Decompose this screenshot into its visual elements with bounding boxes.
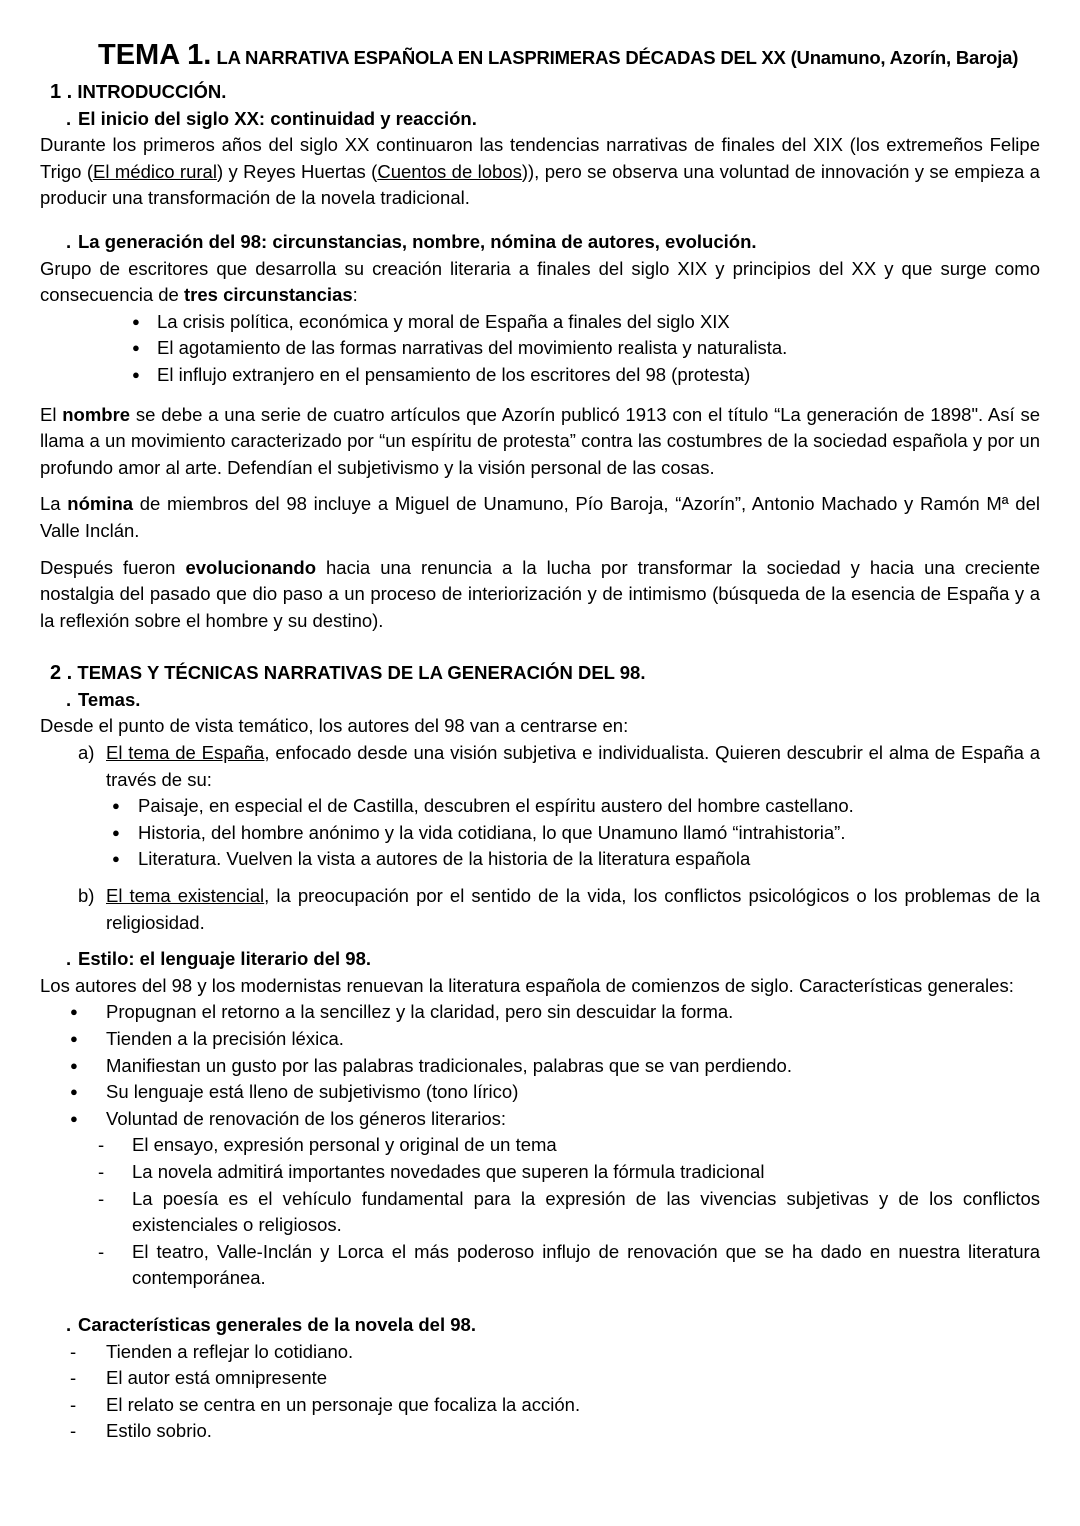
list-item: ● Historia, del hombre anónimo y la vida cotidiana, lo que Unamuno llamó “intrahistoria”. <box>40 820 1040 847</box>
paragraph-estilo-intro: Los autores del 98 y los modernistas renuevan la literatura española de comienzos de siglo. Características generales: <box>40 974 1014 996</box>
paragraph-evolucion <box>40 555 1040 635</box>
list-item: ● Literatura. Vuelven la vista a autores de la historia de la literatura española <box>40 846 1040 873</box>
list-item: - La novela admitirá importantes novedades que superen la fórmula tradicional <box>40 1159 1040 1186</box>
tema-espana-list <box>40 793 1040 873</box>
tema-espana-title: El tema de España <box>106 742 265 764</box>
text: de miembros del 98 incluye a Miguel de Unamuno, Pío Baroja, “Azorín”, Antonio Machado y Ramón Mª del Valle Inclán. <box>40 493 1040 541</box>
estilo-list <box>40 999 1040 1132</box>
tema-existencial-item <box>40 883 1040 936</box>
list-item: - El relato se centra en un personaje que focaliza la acción. <box>40 1392 1040 1419</box>
list-item: - Estilo sobrio. <box>40 1418 1040 1445</box>
bold-term: tres circunstancias <box>184 284 353 306</box>
bold-term: nombre <box>62 403 131 425</box>
subsection-inicio-heading: . El inicio del siglo XX: continuidad y reacción. <box>66 107 477 129</box>
subsection-generacion-title: La generación del 98: circunstancias, nombre, nómina de autores, evolución. <box>78 230 757 252</box>
novela-list <box>40 1339 1040 1445</box>
section-2-title: TEMAS Y TÉCNICAS NARRATIVAS DE LA GENERACIÓN DEL 98. <box>77 662 646 684</box>
list-item: ● Tienden a la precisión léxica. <box>40 1026 1040 1053</box>
list-item: ● Manifiestan un gusto por las palabras tradicionales, palabras que se van perdiendo. <box>40 1053 1040 1080</box>
paragraph-nombre <box>40 402 1040 482</box>
subsection-novela-title: Características generales de la novela del 98. <box>78 1313 476 1335</box>
text: , enfocado desde una visión subjetiva e individualista. Quieren descubrir el alma de España a través de su: <box>106 742 1040 790</box>
item-label: b) <box>78 885 95 907</box>
list-item: ● La crisis política, económica y moral de España a finales del siglo XIX <box>40 309 1040 336</box>
list-item: ● Su lenguaje está lleno de subjetivismo (tono lírico) <box>40 1079 1040 1106</box>
text: El <box>40 403 63 425</box>
text: Durante los primeros años del siglo XX continuaron las tendencias narrativas de finales del XIX (los extremeños Felipe Trigo ( <box>40 134 1040 182</box>
generos-list <box>40 1132 1040 1292</box>
tema-espana-item <box>40 740 1040 793</box>
subsection-temas-heading: . Temas. <box>66 688 141 710</box>
list-item: ● El agotamiento de las formas narrativas del movimiento realista y naturalista. <box>40 335 1040 362</box>
text: se debe a una serie de cuatro artículos que Azorín publicó 1913 con el título “La generación de 1898". Así se llama a un movimiento caracterizado por “un espíritu de protesta” contra las costumbres de la sociedad española y por un profundo amor al arte. Defendían el subjetivismo y la visión personal de las cosas. <box>40 403 1040 478</box>
section-2-number: 2 . <box>50 662 73 685</box>
list-item: - El ensayo, expresión personal y original de un tema <box>40 1132 1040 1159</box>
page-title <box>98 34 1040 79</box>
subsection-inicio-title: El inicio del siglo XX: continuidad y reacción. <box>78 107 477 129</box>
text: ) y Reyes Huertas ( <box>216 160 378 182</box>
text: La <box>40 493 68 515</box>
list-item: ● Paisaje, en especial el de Castilla, descubren el espíritu austero del hombre castellano. <box>40 793 1040 820</box>
tema-existencial-title: El tema existencial <box>106 885 265 907</box>
list-item: ● El influjo extranjero en el pensamiento de los escritores del 98 (protesta) <box>40 362 1040 389</box>
list-item: - Tienden a reflejar lo cotidiano. <box>40 1339 1040 1366</box>
bold-term: evolucionando <box>185 556 316 578</box>
list-item: - La poesía es el vehículo fundamental para la expresión de las vivencias subjetivas y de los conflictos existenciales o religiosos. <box>40 1186 1040 1239</box>
paragraph-nomina <box>40 491 1040 544</box>
list-item: ● Voluntad de renovación de los géneros literarios: <box>40 1106 1040 1133</box>
document-page <box>40 34 1040 1445</box>
bold-term: nómina <box>67 493 134 515</box>
section-1-number: 1 . <box>50 81 73 103</box>
list-item: - El teatro, Valle-Inclán y Lorca el más poderoso influjo de renovación que se ha dado en nuestra literatura contemporánea. <box>40 1239 1040 1292</box>
text: Después fueron <box>40 556 186 578</box>
section-1-heading <box>40 79 1040 106</box>
subsection-estilo-heading: . Estilo: el lenguaje literario del 98. <box>66 948 372 970</box>
paragraph-circunstancias <box>40 256 1040 309</box>
list-item: ● Propugnan el retorno a la sencillez y la claridad, pero sin descuidar la forma. <box>40 999 1040 1026</box>
item-label: a) <box>78 742 95 764</box>
paragraph-temas-intro: Desde el punto de vista temático, los autores del 98 van a centrarse en: <box>40 715 629 737</box>
paragraph-inicio <box>40 132 1040 212</box>
circunstancias-list <box>40 309 1040 389</box>
book-title-medico-rural: El médico rural <box>93 160 217 182</box>
subsection-generacion-heading: . La generación del 98: circunstancias, nombre, nómina de autores, evolución. <box>66 230 757 252</box>
section-1-title: INTRODUCCIÓN. <box>77 81 227 102</box>
text: : <box>352 284 358 306</box>
subsection-novela-heading: . Características generales de la novela del 98. <box>66 1313 476 1335</box>
list-item: - El autor está omnipresente <box>40 1365 1040 1392</box>
text: Grupo de escritores que desarrolla su creación literaria a finales del siglo XIX y principios del XX y que surge como consecuencia de <box>40 257 1040 306</box>
title-subtitle: LA NARRATIVA ESPAÑOLA EN LASPRIMERAS DÉCADAS DEL XX (Unamuno, Azorín, Baroja) <box>216 47 1019 68</box>
subsection-temas-title: Temas. <box>78 688 141 710</box>
section-2-heading <box>40 660 1040 687</box>
text: )), pero se observa una voluntad de innovación y se empieza a producir una transformación de la novela tradicional. <box>40 160 1040 209</box>
text: hacia una renuncia a la lucha por transformar la sociedad y hacia una creciente nostalgia del pasado que dio paso a un proceso de interiorización y de intimismo (búsqueda de la esencia de España y a la reflexión sobre el hombre y su destino). <box>40 556 1040 631</box>
text: , la preocupación por el sentido de la vida, los conflictos psicológicos o los problemas de la religiosidad. <box>106 885 1040 933</box>
subsection-estilo-title: Estilo: el lenguaje literario del 98. <box>78 948 372 970</box>
book-title-cuentos-de-lobos: Cuentos de lobos <box>377 160 522 182</box>
title-main: TEMA 1. <box>98 39 212 71</box>
